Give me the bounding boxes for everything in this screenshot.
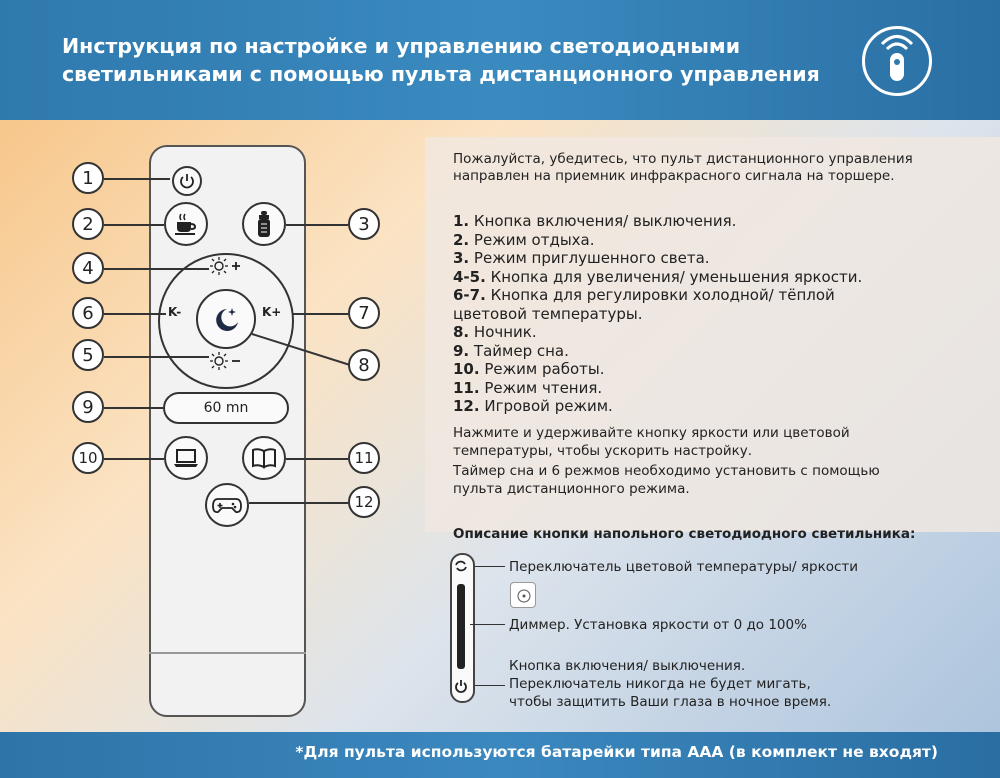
leader-line (104, 313, 166, 315)
leader-line (104, 268, 209, 270)
leader-line (470, 624, 505, 625)
leader-line (104, 407, 163, 409)
leader-line (286, 458, 348, 460)
brightness-down-icon (208, 351, 244, 371)
color-switch-button[interactable] (454, 558, 468, 577)
power-icon (454, 679, 468, 693)
color-switch-desc: Переключатель цветовой температуры/ яркости (509, 559, 859, 575)
reading-mode-button[interactable] (242, 436, 286, 480)
badge-12: 12 (348, 486, 380, 518)
badge-9: 9 (72, 391, 104, 423)
remote-divider (149, 652, 306, 654)
remote-logo-icon (862, 26, 932, 96)
list-item: 6-7. Кнопка для регулировки холодной/ тёплой цветовой температуры. (453, 286, 835, 323)
power-button[interactable] (172, 166, 202, 196)
page-title: Инструкция по настройке и управлению светодиодными светильниками с помощью пульта дистанционного управления (62, 34, 820, 86)
dimmer-desc: Диммер. Установка яркости от 0 до 100% (509, 617, 807, 633)
power-icon (178, 172, 196, 190)
header-bar (0, 0, 1000, 120)
footer-bar (0, 732, 1000, 778)
leader-line (104, 458, 164, 460)
leader-line (104, 356, 209, 358)
work-mode-button[interactable] (164, 436, 208, 480)
badge-6: 6 (72, 297, 104, 329)
leader-line (249, 502, 348, 504)
list-item: 11. Режим чтения. (453, 378, 603, 397)
gamepad-icon (212, 495, 242, 515)
badge-3: 3 (348, 208, 380, 240)
leader-line (104, 178, 170, 180)
brightness-down-button[interactable] (208, 351, 244, 371)
list-item: 4-5. Кнопка для увеличения/ уменьшения яркости. (453, 267, 863, 286)
badge-1: 1 (72, 162, 104, 194)
leader-line (475, 685, 505, 686)
coffee-cup-icon (173, 212, 199, 236)
list-item: 8. Ночник. (453, 323, 537, 341)
badge-8: 8 (348, 349, 380, 381)
dimmer-dial-icon (510, 582, 536, 608)
dimmer-slider[interactable] (457, 584, 465, 669)
relax-mode-button[interactable] (164, 202, 208, 246)
list-item: 9. Таймер сна. (453, 341, 569, 360)
badge-7: 7 (348, 297, 380, 329)
list-item: 12. Игровой режим. (453, 397, 613, 415)
list-item: 2. Режим отдыха. (453, 230, 595, 249)
hold-note: Нажмите и удерживайте кнопку яркости или цветовой температуры, чтобы ускорить настройку. (453, 425, 850, 459)
cold-temp-button[interactable]: K+ (262, 305, 282, 319)
badge-2: 2 (72, 208, 104, 240)
battery-note: *Для пульта используются батарейки типа AAA (в комплект не входят) (295, 743, 938, 761)
leader-line (104, 224, 164, 226)
refresh-icon (454, 559, 468, 573)
brightness-up-icon (208, 256, 244, 276)
badge-10: 10 (72, 442, 104, 474)
dim-light-button[interactable] (242, 202, 286, 246)
baby-bottle-icon (255, 210, 273, 238)
list-item: 3. Режим приглушенного света. (453, 249, 710, 267)
leader-line (286, 224, 348, 226)
leader-line-diagonal (240, 330, 352, 370)
game-mode-button[interactable] (205, 483, 249, 527)
lamp-section-title: Описание кнопки напольного светодиодного светильника: (453, 526, 916, 542)
badge-11: 11 (348, 442, 380, 474)
timer-note: Таймер сна и 6 режмов необходимо установить с помощью пульта дистанционного режима. (453, 463, 880, 497)
power-desc: Кнопка включения/ выключения. Переключатель никогда не будет мигать, чтобы защитить Ваши глаза в ночное время. (509, 658, 832, 710)
sleep-timer-button[interactable] (163, 392, 289, 424)
leader-line (292, 313, 348, 315)
list-item: 10. Режим работы. (453, 360, 605, 378)
intro-text: Пожалуйста, убедитесь, что пульт дистанционного управления направлен на приемник инфракрасного сигнала на торшере. (453, 151, 913, 184)
leader-line (475, 566, 505, 567)
warm-temp-button[interactable]: K- (168, 305, 182, 319)
moon-icon (211, 304, 241, 334)
lamp-power-button[interactable] (454, 678, 468, 697)
book-icon (251, 447, 277, 469)
sleep-timer-label: 60 mn (203, 400, 249, 416)
badge-5: 5 (72, 339, 104, 371)
list-item: 1. Кнопка включения/ выключения. (453, 212, 737, 230)
button-list (453, 212, 963, 416)
badge-4: 4 (72, 252, 104, 284)
brightness-up-button[interactable] (208, 256, 244, 276)
laptop-icon (173, 448, 199, 468)
